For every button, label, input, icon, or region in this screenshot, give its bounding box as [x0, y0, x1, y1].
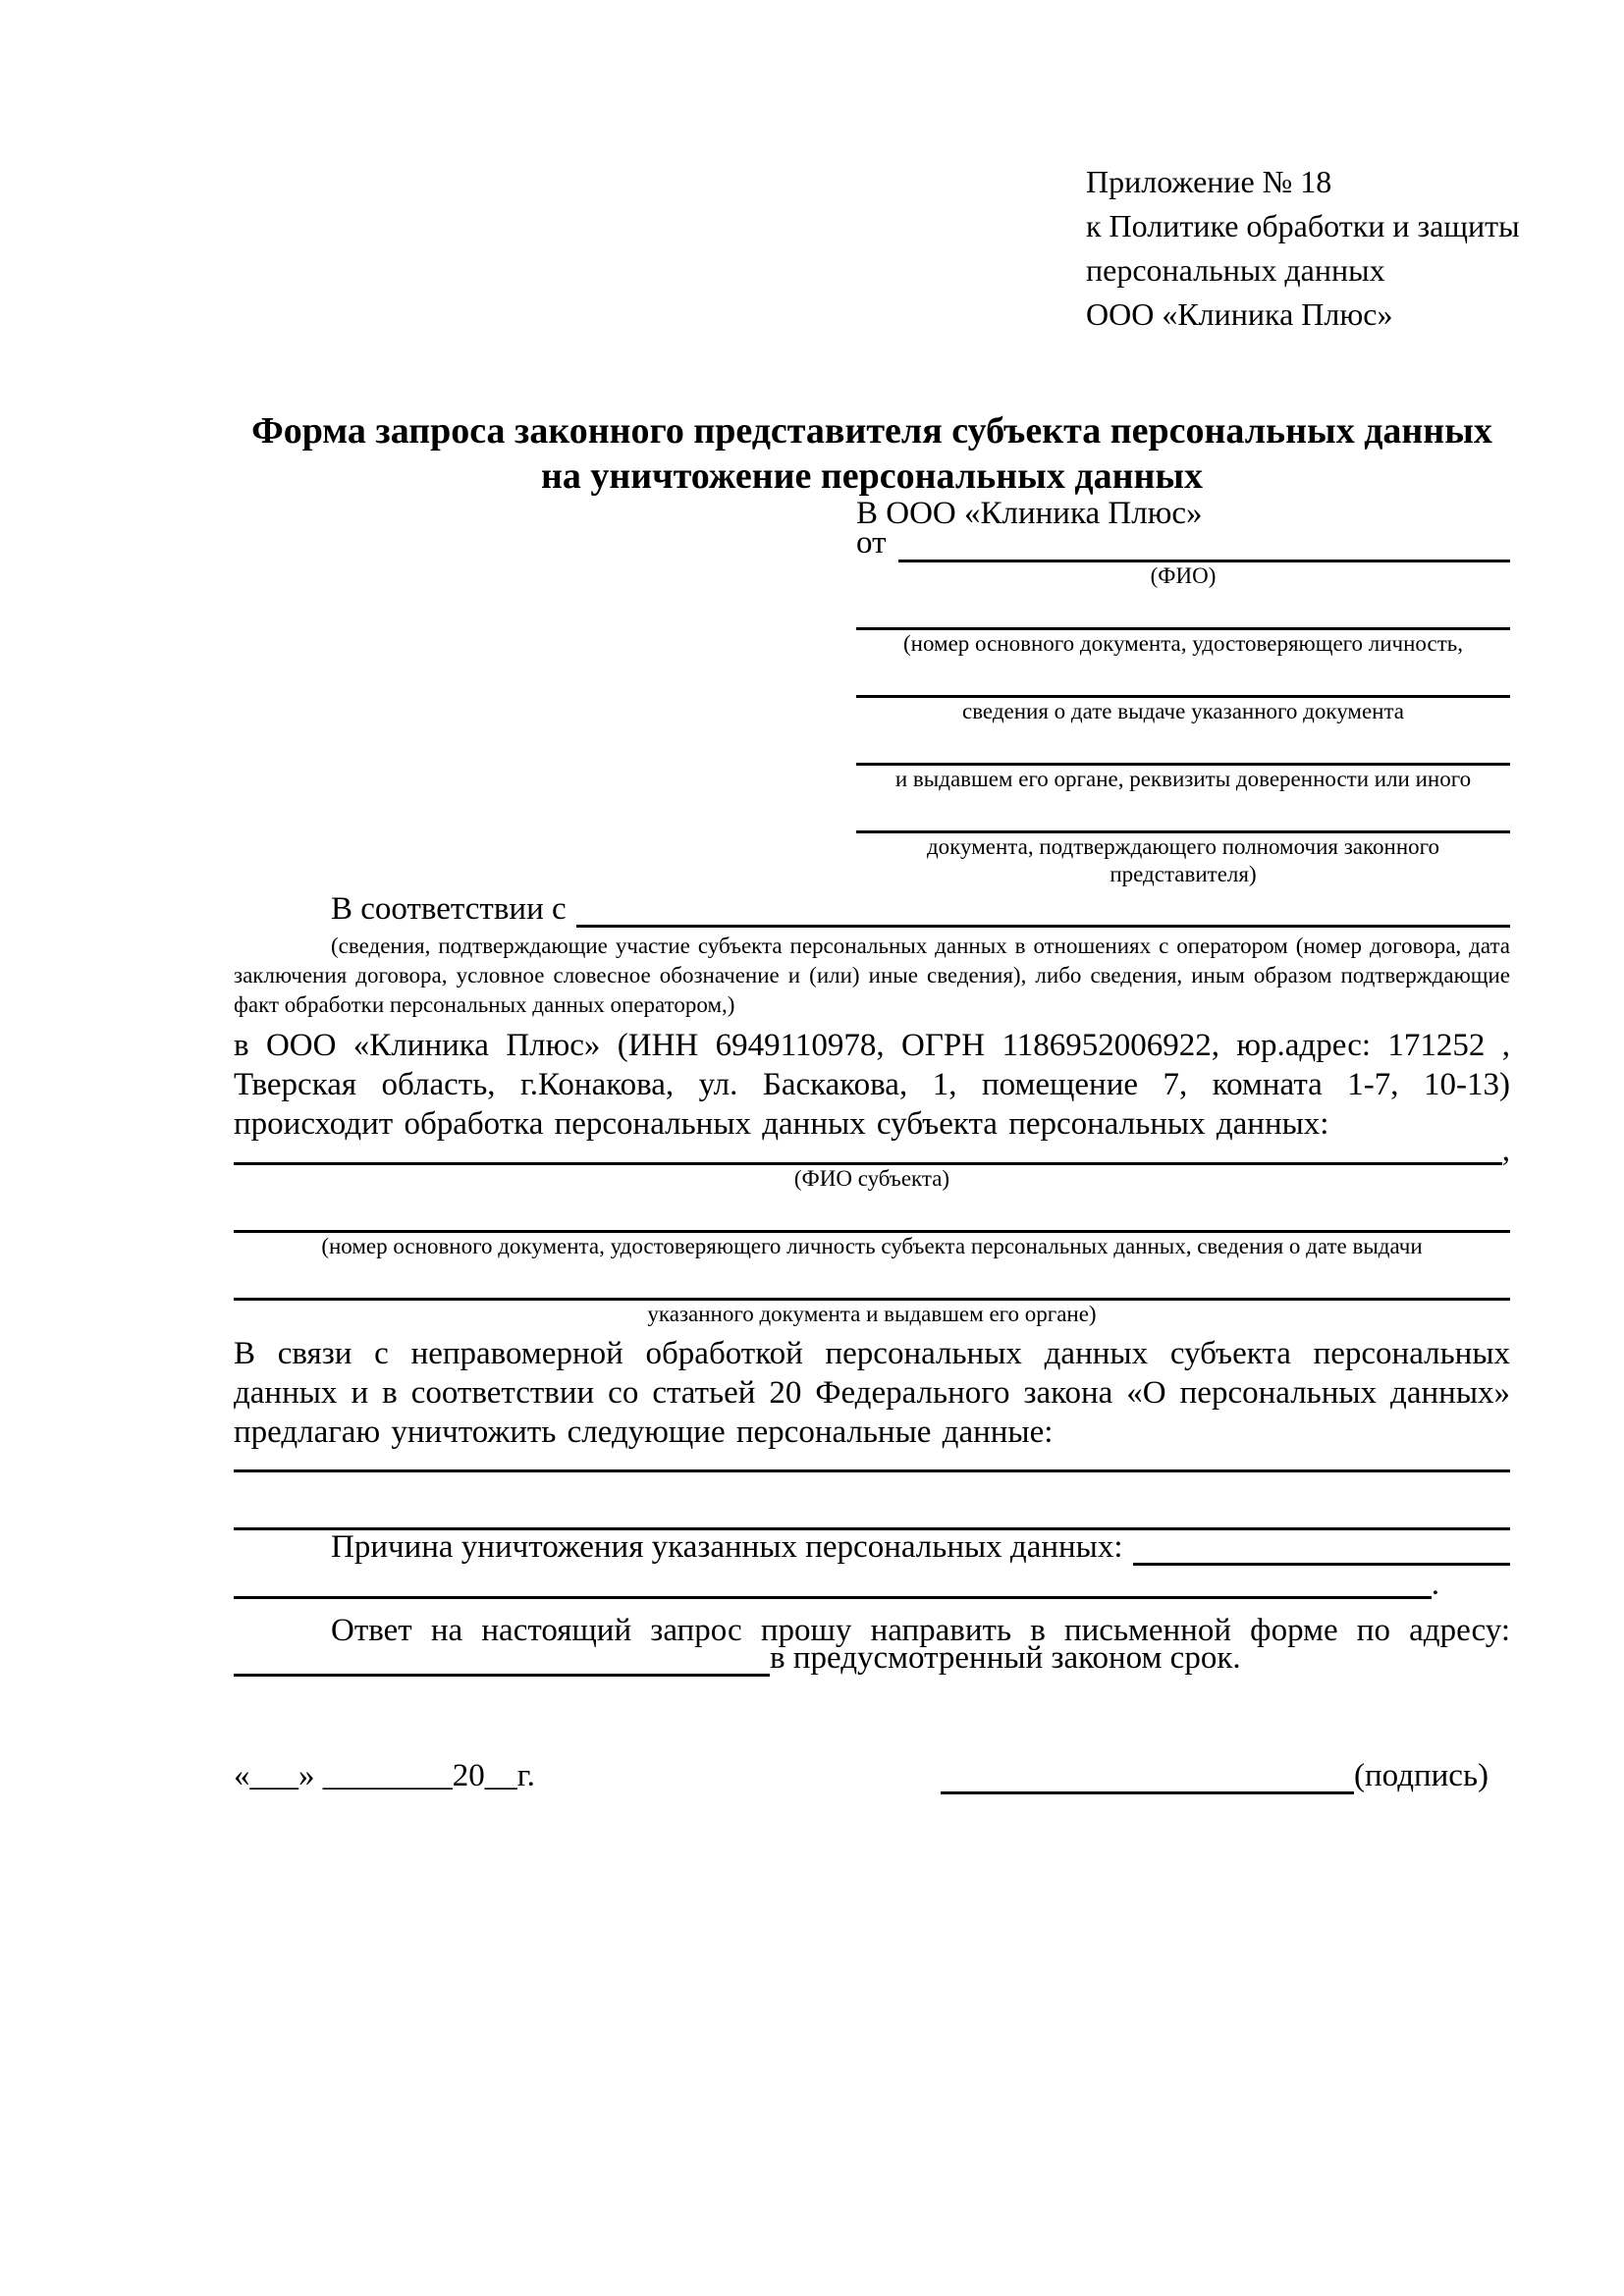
page-title	[234, 408, 1510, 499]
appendix-line: к Политике обработки и защиты	[1086, 208, 1520, 243]
response-address-field	[234, 1640, 1510, 1677]
destruction-reason-blank-line-2	[234, 1596, 1432, 1599]
response-tail-text: в предусмотренный законом срок.	[770, 1640, 1241, 1676]
destruction-reason-blank-line	[1133, 1563, 1510, 1566]
destruction-reason-field	[234, 1530, 1510, 1566]
authority-document-blank-line	[856, 793, 1510, 833]
appendix-line: ООО «Клиника Плюс»	[1086, 296, 1393, 332]
personal-data-blank-line-2	[234, 1472, 1510, 1530]
accordance-label: В соответствии с	[331, 891, 567, 927]
subject-document-blank-line	[234, 1193, 1510, 1233]
signature-caption: (подпись)	[1354, 1758, 1489, 1793]
appendix-line: Приложение № 18	[1086, 164, 1332, 199]
accordance-caption: (сведения, подтверждающие участие субъекта персональных данных в отношениях с оператором (номер договора, дата заключения договора, условное словесное обозначение и (или) иные сведения), либо сведения, иным образом подтверждающие факт обработки персональных данных оператором,)	[234, 934, 1510, 1017]
unlawful-processing-paragraph: В связи с неправомерной обработкой персональных данных субъекта персональных данных и в соответствии со статьей 20 Федерального закона «О персональных данных» предлагаю уничтожить следующие персональные данные:	[234, 1336, 1510, 1450]
personal-data-blank-line-1	[234, 1452, 1510, 1472]
destruction-reason-continuation	[234, 1566, 1510, 1602]
trailing-comma: ,	[1501, 1133, 1510, 1168]
appendix-block	[1086, 160, 1520, 337]
addressee-org: В ООО «Клиника Плюс»	[856, 496, 1203, 531]
from-label: от	[856, 525, 887, 561]
document-issue-date-blank-line	[856, 658, 1510, 698]
subject-document-caption: (номер основного документа, удостоверяющего личность субъекта персональных данных, сведения о дате выдачи	[321, 1234, 1423, 1258]
issuing-authority-blank-line	[856, 725, 1510, 766]
page-title-line-1: Форма запроса законного представителя субъекта персональных данных	[251, 410, 1492, 452]
page-title-line-2: на уничтожение персональных данных	[540, 455, 1204, 497]
signature-field	[941, 1758, 1489, 1794]
subject-document-caption-2: указанного документа и выдавшем его органе)	[647, 1302, 1097, 1326]
accordance-field	[234, 888, 1510, 928]
field-caption: сведения о дате выдаче указанного документа	[961, 699, 1405, 723]
field-caption: (номер основного документа, удостоверяющего личность,	[902, 631, 1463, 656]
document-body	[234, 888, 1510, 1677]
destruction-reason-label: Причина уничтожения указанных персональных данных:	[331, 1529, 1123, 1565]
operator-paragraph: в ООО «Клиника Плюс» (ИНН 6949110978, ОГРН 1186952006922, юр.адрес: 171252 , Тверская область, г.Конакова, ул. Баскакова, 1, помещение 7, комната 1-7, 10-13) происходит обработка персональных данных субъекта персональных данных:	[234, 1028, 1510, 1142]
subject-fio-caption: (ФИО субъекта)	[793, 1166, 950, 1191]
response-paragraph: Ответ на настоящий запрос прошу направить в письменной форме по адресу:	[331, 1613, 1510, 1648]
trailing-period: .	[1431, 1567, 1439, 1602]
footer	[234, 1749, 1510, 1794]
appendix-line: персональных данных	[1086, 252, 1385, 288]
subject-document-authority-blank-line	[234, 1260, 1510, 1301]
field-caption: документа, подтверждающего полномочия законного представителя)	[926, 834, 1439, 886]
subject-name-field	[234, 1133, 1510, 1168]
from-field	[856, 525, 1510, 562]
fio-caption: (ФИО)	[1150, 563, 1217, 588]
response-address-blank-line	[234, 1674, 770, 1677]
accordance-blank-line	[576, 925, 1510, 928]
addressee-block	[856, 494, 1510, 888]
field-caption: и выдавшем его органе, реквизиты доверенности или иного	[894, 767, 1472, 791]
representative-document-blank-line	[856, 590, 1510, 630]
date-blank-line: «___» ________20__г.	[234, 1758, 535, 1793]
signature-blank-line	[941, 1762, 1354, 1794]
